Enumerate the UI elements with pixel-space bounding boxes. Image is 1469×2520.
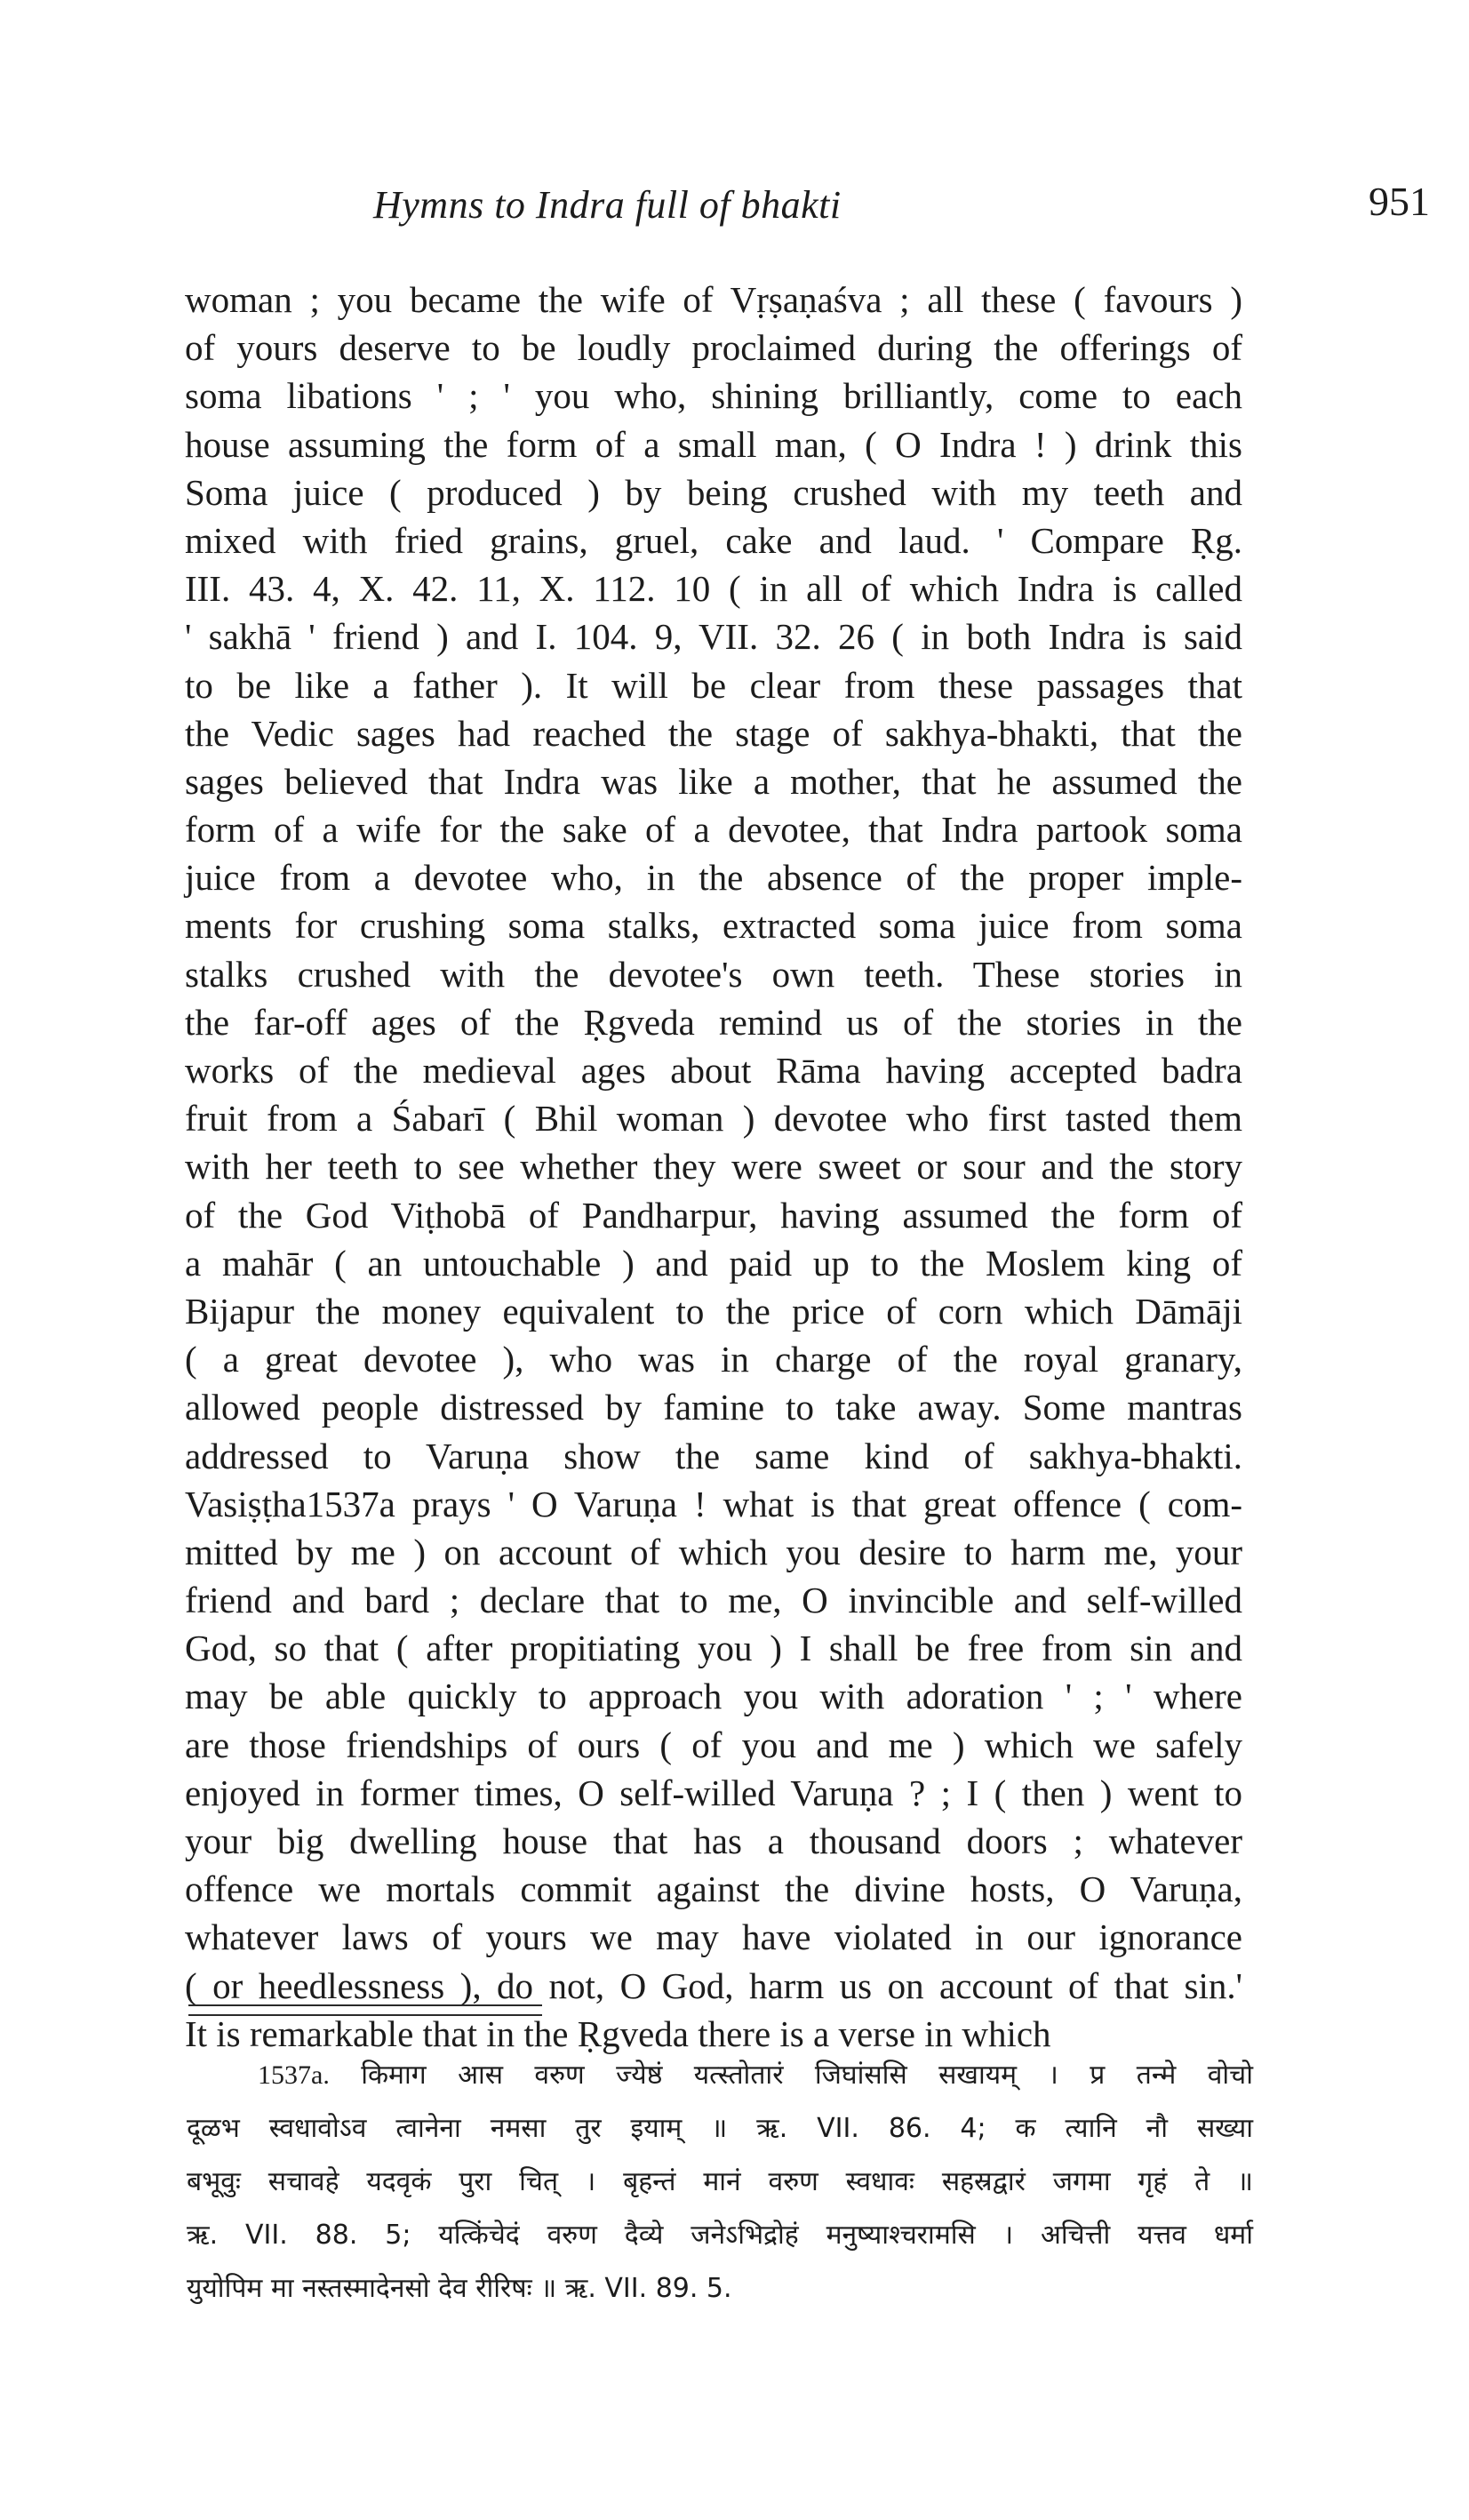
text-line: your big dwelling house that has a thousand doors ; whatever bbox=[185, 1820, 1242, 1861]
text-line: fruit from a Śabarī ( Bhil woman ) devotee who first tasted them bbox=[185, 1098, 1242, 1140]
text-line: to be like a father ). It will be clear from these passages that bbox=[185, 664, 1242, 706]
text-line: with her teeth to see whether they were sweet or sour and the story bbox=[185, 1146, 1242, 1188]
text-line: offence we mortals commit against the divine hosts, O Varuṇa, bbox=[185, 1868, 1242, 1910]
text-line: form of a wife for the sake of a devotee, that Indra partook soma bbox=[185, 809, 1242, 851]
footnote-line: युयोपिम मा नस्तस्मादेनसो देव रीरिषः ॥ ऋ. VII. 89. 5. bbox=[187, 2273, 732, 2304]
footnote-marker: 1537a. bbox=[258, 2060, 330, 2090]
footnote-rule bbox=[188, 2004, 542, 2006]
text-line: the Vedic sages had reached the stage of sakhya-bhakti, that the bbox=[185, 712, 1242, 754]
text-line: may be able quickly to approach you with adoration ' ; ' where bbox=[185, 1676, 1242, 1717]
text-line: of yours deserve to be loudly proclaimed during the offerings of bbox=[185, 327, 1242, 369]
text-line: house assuming the form of a small man, ( O Indra ! ) drink this bbox=[185, 423, 1242, 465]
footnote-rule-second bbox=[188, 2014, 542, 2016]
text-line: mixed with fried grains, gruel, cake and laud. ' Compare Ṛg. bbox=[185, 519, 1242, 561]
text-line: It is remarkable that in the Ṛgveda there is a verse in which bbox=[185, 2012, 1051, 2054]
footnote-text: किमाग आस वरुण ज्येष्ठं यत्स्तोतारं जिघांससि सखायम् । प्र तन्मे वोचो bbox=[361, 2060, 1253, 2091]
text-line: God, so that ( after propitiating you ) I shall be free from sin and bbox=[185, 1628, 1242, 1669]
text-line: Soma juice ( produced ) by being crushed with my teeth and bbox=[185, 471, 1242, 513]
text-line: ( or heedlessness ), do not, O God, harm us on account of that sin.' bbox=[185, 1964, 1242, 2006]
text-line: III. 43. 4, X. 42. 11, X. 112. 10 ( in all of which Indra is called bbox=[185, 568, 1242, 610]
text-line: of the God Viṭhobā of Pandharpur, having assumed the form of bbox=[185, 1194, 1242, 1236]
text-line: Vasiṣṭha1537a prays ' O Varuṇa ! what is that great offence ( com- bbox=[185, 1483, 1242, 1524]
text-line: ' sakhā ' friend ) and I. 104. 9, VII. 32. 26 ( in both Indra is said bbox=[185, 616, 1242, 658]
footnote-line: दूळभ स्वधावोऽव त्वानेना नमसा तुर इयाम् ॥ ऋ. VII. 86. 4; क त्यानि नौ सख्या bbox=[187, 2113, 1253, 2144]
text-line: sages believed that Indra was like a mother, that he assumed the bbox=[185, 760, 1242, 802]
text-line: soma libations ' ; ' you who, shining brilliantly, come to each bbox=[185, 375, 1242, 417]
text-line: works of the medieval ages about Rāma having accepted badra bbox=[185, 1050, 1242, 1091]
text-line: whatever laws of yours we may have violated in our ignorance bbox=[185, 1916, 1242, 1958]
page-number: 951 bbox=[1369, 179, 1430, 224]
text-line: ments for crushing soma stalks, extracted soma juice from soma bbox=[185, 905, 1242, 947]
text-line: a mahār ( an untouchable ) and paid up to the Moslem king of bbox=[185, 1242, 1242, 1284]
text-line: allowed people distressed by famine to take away. Some mantras bbox=[185, 1387, 1242, 1428]
footnote-line-first bbox=[187, 2049, 1253, 2102]
text-line: the far-off ages of the Ṛgveda remind us of the stories in the bbox=[185, 1001, 1242, 1043]
text-line: friend and bard ; declare that to me, O invincible and self-willed bbox=[185, 1580, 1242, 1621]
text-line: mitted by me ) on account of which you desire to harm me, your bbox=[185, 1531, 1242, 1572]
text-line: enjoyed in former times, O self-willed Varuṇa ? ; I ( then ) went to bbox=[185, 1772, 1242, 1813]
text-line: ( a great devotee ), who was in charge of the royal granary, bbox=[185, 1339, 1242, 1380]
text-line: woman ; you became the wife of Vṛṣaṇaśva ; all these ( favours ) bbox=[185, 279, 1242, 320]
footnote-line: बभूवुः सचावहे यदवृकं पुरा चित् । बृहन्तं मानं वरुण स्वधावः सहस्रद्वारं जगमा गृहं ते ॥ bbox=[187, 2166, 1253, 2197]
text-line: juice from a devotee who, in the absence of the proper imple- bbox=[185, 857, 1242, 899]
footnote bbox=[187, 2049, 1253, 2316]
text-line: addressed to Varuṇa show the same kind of sakhya-bhakti. bbox=[185, 1435, 1242, 1476]
body-text bbox=[185, 276, 1242, 2058]
text-line: Bijapur the money equivalent to the price of corn which Dāmāji bbox=[185, 1290, 1242, 1332]
running-head: Hymns to Indra full of bhakti bbox=[373, 183, 842, 227]
text-line: are those friendships of ours ( of you and me ) which we safely bbox=[185, 1724, 1242, 1765]
text-line: stalks crushed with the devotee's own teeth. These stories in bbox=[185, 953, 1242, 995]
footnote-line: ऋ. VII. 88. 5; यत्किंचेदं वरुण दैव्ये जनेऽभिद्रोहं मनुष्याश्चरामसि । अचित्ती यत्तव धर्मा bbox=[187, 2220, 1253, 2251]
